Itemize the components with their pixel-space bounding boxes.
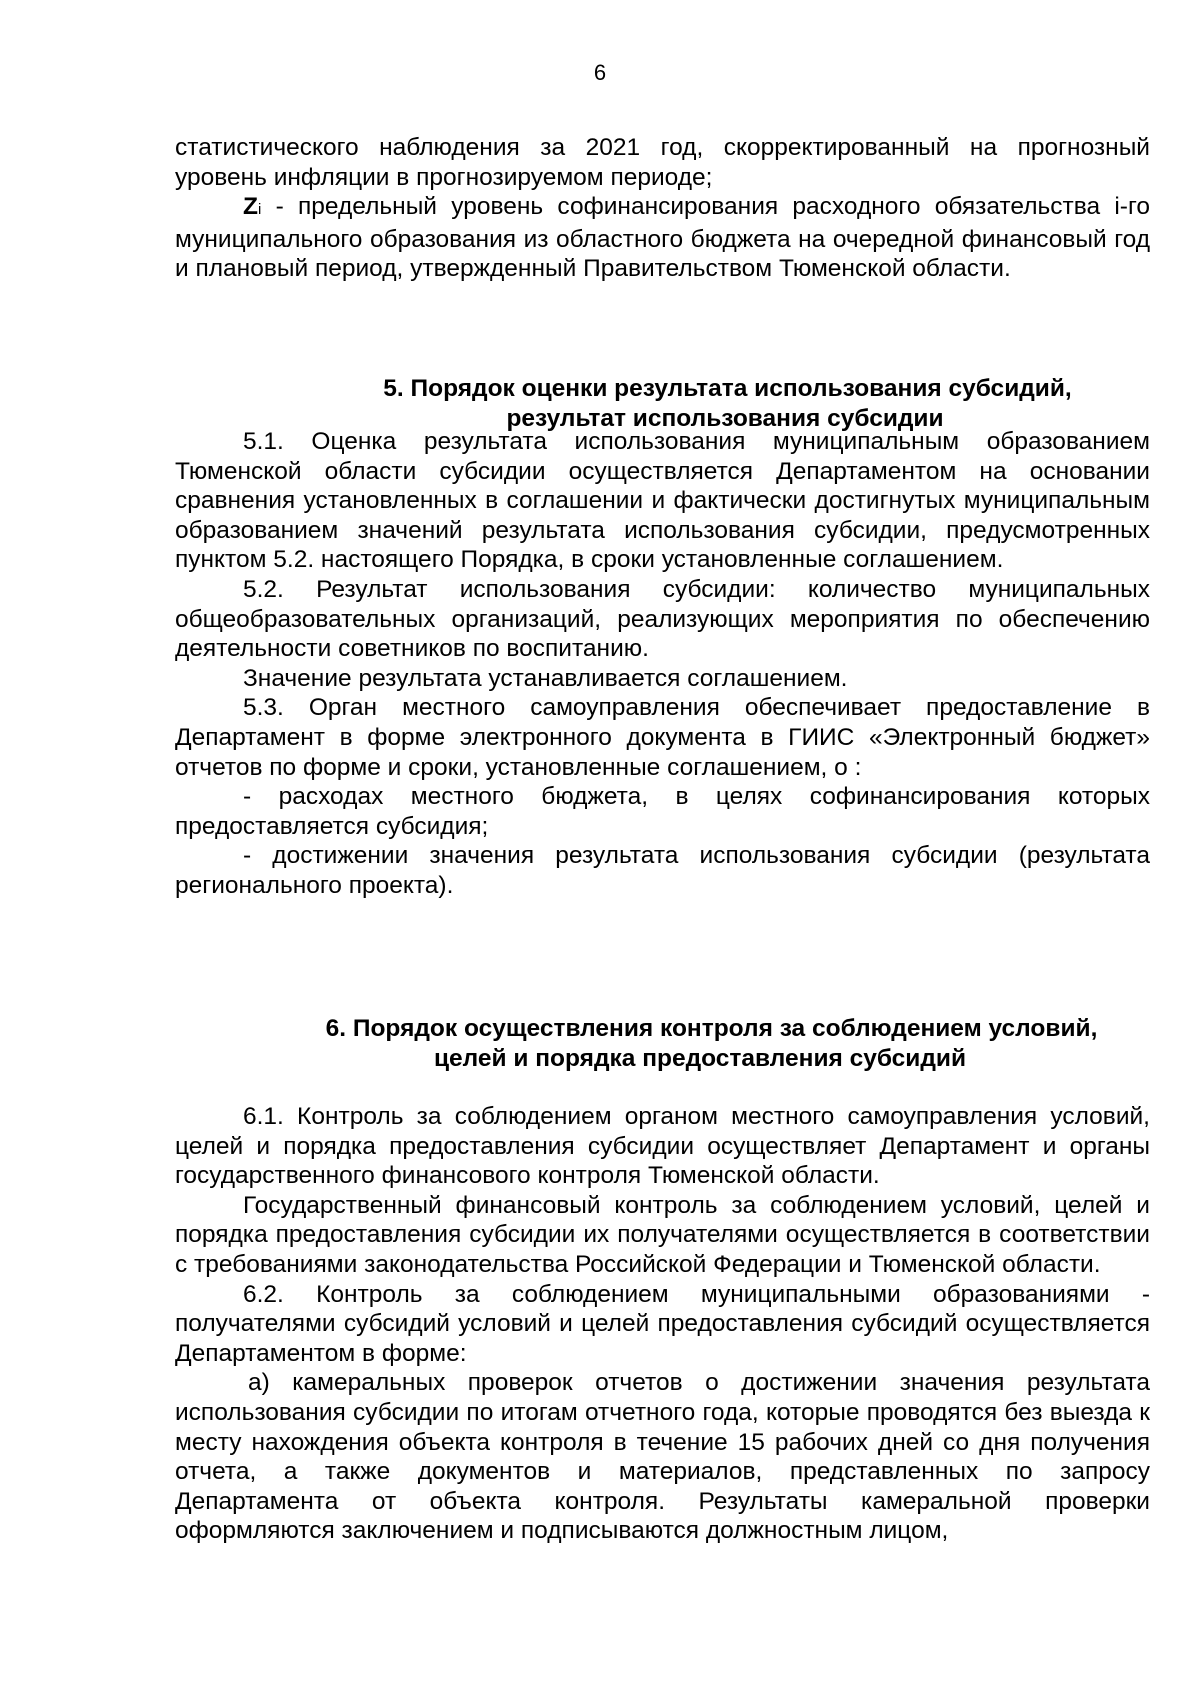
list-item-expenses: - расходах местного бюджета, в целях софинансирования которых предоставляется субсидия;: [175, 783, 1150, 840]
section-6-heading-line-1: 6. Порядок осуществления контроля за соблюдением условий,: [325, 1015, 1098, 1042]
z-subscript: i: [257, 201, 262, 219]
section-5-heading-line-1: 5. Порядок оценки результата использования субсидий,: [383, 375, 1072, 402]
list-item-desk-audits: а) камеральных проверок отчетов о достижении значения результата использования субсидии по итогам отчетного года, которые проводятся без выезда к месту нахождения объекта контроля в течение 15 рабочих дней со дня получения отчета, а также документов и материалов, представленных по запросу Департамента от объекта контроля. Результаты камеральной проверки оформляются заключением и подписываются должностным лицом,: [175, 1369, 1150, 1545]
section-5-heading: [175, 374, 1150, 433]
page-number: 6: [593, 60, 607, 85]
z-symbol: Z: [243, 193, 258, 221]
paragraph-5-1: 5.1. Оценка результата использования муниципальным образованием Тюменской области субсидии осуществляется Департаментом на основании сравнения установленных в соглашении и фактически достигнутых муниципальным образованием значений результата использования субсидии, предусмотренных пунктом 5.2. настоящего Порядка, в сроки установленные соглашением.: [175, 428, 1150, 574]
paragraph-6-2: 6.2. Контроль за соблюдением муниципальными образованиями - получателями субсидий условий и целей предоставления субсидий осуществляется Департаментом в форме:: [175, 1280, 1150, 1367]
section-6-heading-line-2: целей и порядка предоставления субсидий: [433, 1044, 967, 1072]
z-definition-text: - предельный уровень софинансирования расходного обязательства i-го муниципального образования из областного бюджета на очередной финансовый год и плановый период, утвержденный Правительством Тюменской области.: [175, 193, 1150, 283]
section-5-heading-line-2: результат использования субсидии: [506, 404, 944, 432]
z-definition-paragraph: [175, 192, 1150, 284]
section-6-body: [175, 1102, 1150, 1546]
paragraph-state-control: Государственный финансовый контроль за соблюдением условий, целей и порядка предоставления субсидии их получателями осуществляется в соответствии с требованиями законодательства Российской Федерации и Тюменской области.: [175, 1191, 1150, 1278]
paragraph-result-value: Значение результата устанавливается соглашением.: [243, 664, 848, 692]
intro-block: [175, 133, 1150, 284]
list-item-achievement: - достижении значения результата использования субсидии (результата регионального проекта).: [175, 842, 1150, 899]
intro-paragraph: статистического наблюдения за 2021 год, скорректированный на прогнозный уровень инфляции в прогнозируемом периоде;: [175, 134, 1150, 191]
paragraph-5-3: 5.3. Орган местного самоуправления обеспечивает предоставление в Департамент в форме электронного документа в ГИИС «Электронный бюджет» отчетов по форме и сроки, установленные соглашением, о :: [175, 694, 1150, 781]
paragraph-5-2: 5.2. Результат использования субсидии: количество муниципальных общеобразовательных организаций, реализующих мероприятия по обеспечению деятельности советников по воспитанию.: [175, 575, 1150, 663]
section-6-heading: [175, 1014, 1150, 1073]
section-5-body: [175, 427, 1150, 901]
paragraph-6-1: 6.1. Контроль за соблюдением органом местного самоуправления условий, целей и порядка предоставления субсидии осуществляет Департамент и органы государственного финансового контроля Тюменской области.: [175, 1103, 1150, 1190]
